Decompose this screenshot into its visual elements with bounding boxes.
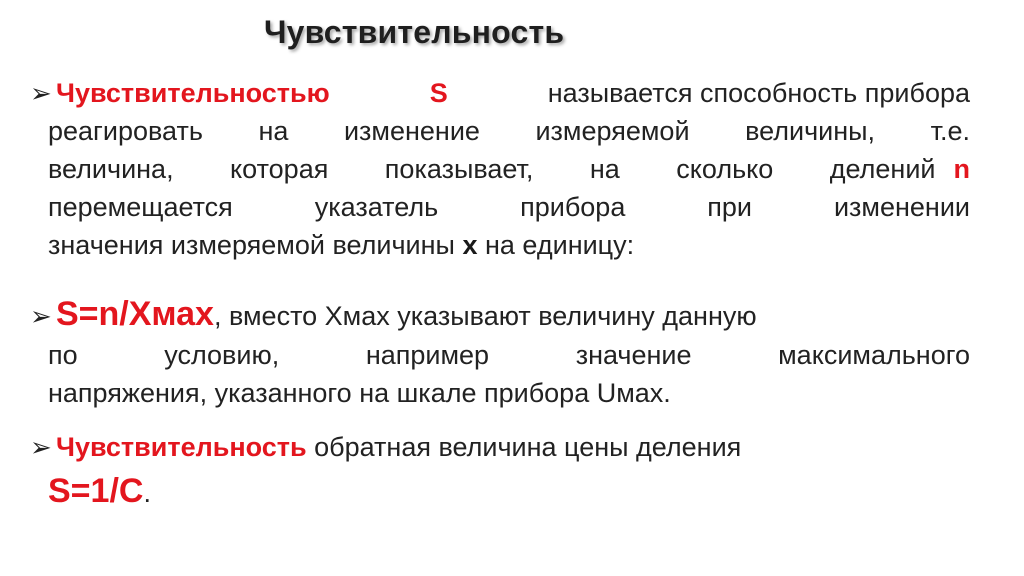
paragraph-sensitivity-definition: [30, 74, 970, 264]
p1-line-1-left: [30, 74, 330, 112]
p3-line-1: [30, 428, 970, 466]
p2-line-1-text: , вместо Xмах указывают величину данную: [213, 301, 757, 331]
p1-line-2-text: реагировать на изменение измеряемой величины, т.е.: [48, 116, 970, 146]
symbol-s: S: [429, 78, 448, 108]
p1-line-3-text: величина, которая показывает, на сколько делений: [48, 154, 936, 184]
arrow-bullet-icon: ➢: [30, 301, 52, 331]
p1-line-2: [30, 112, 970, 150]
p1-line-5: [30, 226, 970, 264]
p1-line-1-text: называется способность прибора: [547, 78, 970, 108]
p1-line-3: [30, 150, 970, 188]
p1-line-1: [30, 74, 970, 112]
p2-line-2-text: по условию, например значение максимального: [48, 340, 970, 370]
p2-line-3: [30, 374, 970, 412]
p2-line-3-text: напряжения, указанного на шкале прибора Uмах.: [48, 378, 671, 408]
p1-line-4-text: перемещается указатель прибора при изменении: [48, 192, 970, 222]
arrow-bullet-icon: ➢: [30, 78, 52, 108]
slide-title: Чувствительность: [264, 14, 565, 50]
p3-period: .: [143, 478, 151, 508]
symbol-n: n: [953, 154, 970, 184]
term-sensitivity: Чувствительностью: [56, 78, 330, 108]
p2-line-2: [30, 336, 970, 374]
p1-line-4: [30, 188, 970, 226]
symbol-x: x: [462, 230, 478, 260]
formula-s-n-xmax: S=n/Xмах: [56, 295, 214, 333]
p1-line-5-after: на единицу:: [485, 230, 635, 260]
term-sensitivity-2: Чувствительность: [56, 432, 307, 462]
paragraph-formula: [30, 292, 970, 412]
p3-line-2: [30, 466, 970, 516]
formula-s-1-c: S=1/C: [48, 472, 144, 510]
p1-line-5-before: значения измеряемой величины: [48, 230, 455, 260]
p3-line-1-text: обратная величина цены деления: [306, 432, 742, 462]
arrow-bullet-icon: ➢: [30, 432, 52, 462]
p2-line-1: [30, 292, 970, 336]
paragraph-inverse: [30, 428, 970, 516]
